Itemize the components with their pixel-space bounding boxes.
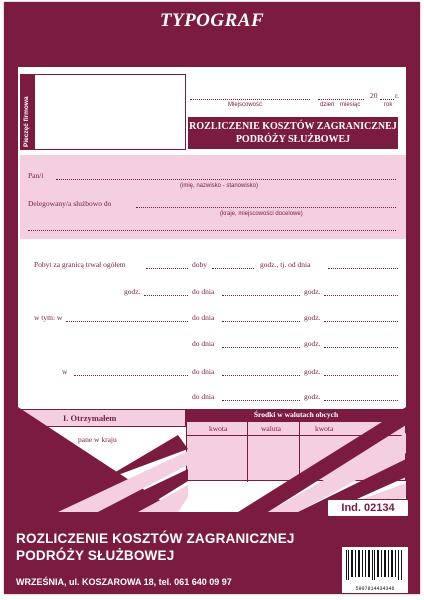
index-code-badge: Ind. 02134 bbox=[327, 499, 409, 517]
w-hour-label: godz. bbox=[304, 367, 321, 376]
stay-hour-field[interactable] bbox=[144, 295, 188, 296]
person-caption: (imię, nazwisko - stanowisko) bbox=[180, 183, 259, 189]
publisher-address: WRZEŚNIA, ul. KOSZAROWA 18, tel. 061 640 09 97 bbox=[16, 577, 232, 587]
incl-hour-field-2[interactable] bbox=[324, 347, 398, 348]
stay-until-field[interactable] bbox=[222, 295, 300, 296]
personal-data-section bbox=[20, 155, 406, 239]
company-stamp-box bbox=[20, 74, 186, 150]
incl-label: w tym: w bbox=[34, 313, 63, 322]
incl-hour-label-2: godz. bbox=[304, 339, 321, 348]
form-title-line1: ROZLICZENIE KOSZTÓW ZAGRANICZNEJ bbox=[189, 121, 397, 132]
date-line bbox=[318, 99, 364, 100]
incl-hour-label: godz. bbox=[304, 313, 321, 322]
year-suffix: r. bbox=[395, 91, 399, 100]
delegated-field[interactable] bbox=[136, 207, 396, 208]
stay-days-label: doby bbox=[192, 260, 207, 269]
year-line bbox=[380, 99, 394, 100]
w-until-label-2: do dnia bbox=[192, 392, 215, 401]
month-caption: miesiąc bbox=[340, 102, 361, 108]
stamp-strip bbox=[21, 75, 35, 149]
stay-total-label: Pobyt za granicą trwał ogółem bbox=[34, 260, 126, 269]
person-label: Pan/i bbox=[28, 171, 44, 180]
stay-until-label: do dnia bbox=[192, 287, 215, 296]
cover-title-line1: ROZLICZENIE KOSZTÓW ZAGRANICZNEJ bbox=[16, 531, 295, 546]
w-country-field[interactable] bbox=[74, 375, 188, 376]
stay-hour-label: godz. bbox=[124, 287, 141, 296]
barcode-number: 5907814434346 bbox=[355, 586, 395, 592]
received-label: I. Otrzymałem bbox=[63, 413, 117, 423]
pad-cover bbox=[4, 2, 420, 594]
incl-until-label: do dnia bbox=[192, 313, 215, 322]
stay-hour-field-2[interactable] bbox=[324, 295, 398, 296]
w-hour-label-2: godz. bbox=[304, 392, 321, 401]
col-waluta: waluta bbox=[261, 424, 281, 433]
w-until-label: do dnia bbox=[192, 367, 215, 376]
stay-total-field[interactable] bbox=[146, 268, 188, 269]
cover-title-line2: PODRÓŻY SŁUŻBOWEJ bbox=[16, 548, 175, 563]
brand-logo: TYPOGRAF bbox=[159, 10, 265, 31]
day-caption: dzień bbox=[320, 102, 335, 108]
stamp-label: Pieczęć firmowa bbox=[23, 96, 30, 147]
w-until-field[interactable] bbox=[222, 375, 300, 376]
incl-hour-field[interactable] bbox=[324, 321, 398, 322]
incl-until-field-2[interactable] bbox=[222, 347, 300, 348]
stay-hour-label-2: godz. bbox=[304, 287, 321, 296]
delegated-field-2[interactable] bbox=[28, 230, 396, 231]
cover-title bbox=[16, 530, 295, 564]
person-field[interactable] bbox=[56, 179, 396, 180]
place-line bbox=[190, 99, 310, 100]
incl-until-label-2: do dnia bbox=[192, 339, 215, 348]
barcode bbox=[342, 547, 408, 593]
delegated-caption: (kraje, miejscowości docelowe) bbox=[220, 211, 303, 217]
delegated-label: Delegowany/a służbowo do bbox=[28, 199, 112, 208]
form-sheet bbox=[18, 67, 406, 512]
stay-days-field[interactable] bbox=[212, 268, 254, 269]
stay-hours-from-label: godz., tj. od dnia bbox=[260, 260, 311, 269]
place-caption: Miejscowość bbox=[228, 102, 263, 108]
year-prefix: 20 bbox=[370, 91, 378, 100]
fanned-pages-graphic bbox=[18, 385, 406, 512]
form-title-box bbox=[188, 117, 398, 149]
barcode-bars bbox=[345, 550, 405, 580]
form-title-line2: PODRÓŻY SŁUŻBOWEJ bbox=[235, 134, 351, 145]
w-hour-field[interactable] bbox=[324, 375, 398, 376]
year-caption: rok bbox=[384, 102, 393, 108]
foreign-header-text: Środki w walutach obcych bbox=[253, 410, 339, 419]
incl-country-field[interactable] bbox=[66, 321, 188, 322]
partial-text: pane w kraju bbox=[78, 435, 117, 444]
col-kwota-2: kwota bbox=[315, 424, 334, 433]
col-kwota: kwota bbox=[209, 424, 228, 433]
stay-from-field[interactable] bbox=[328, 268, 398, 269]
incl-until-field[interactable] bbox=[222, 321, 300, 322]
w-label: w bbox=[62, 367, 68, 376]
